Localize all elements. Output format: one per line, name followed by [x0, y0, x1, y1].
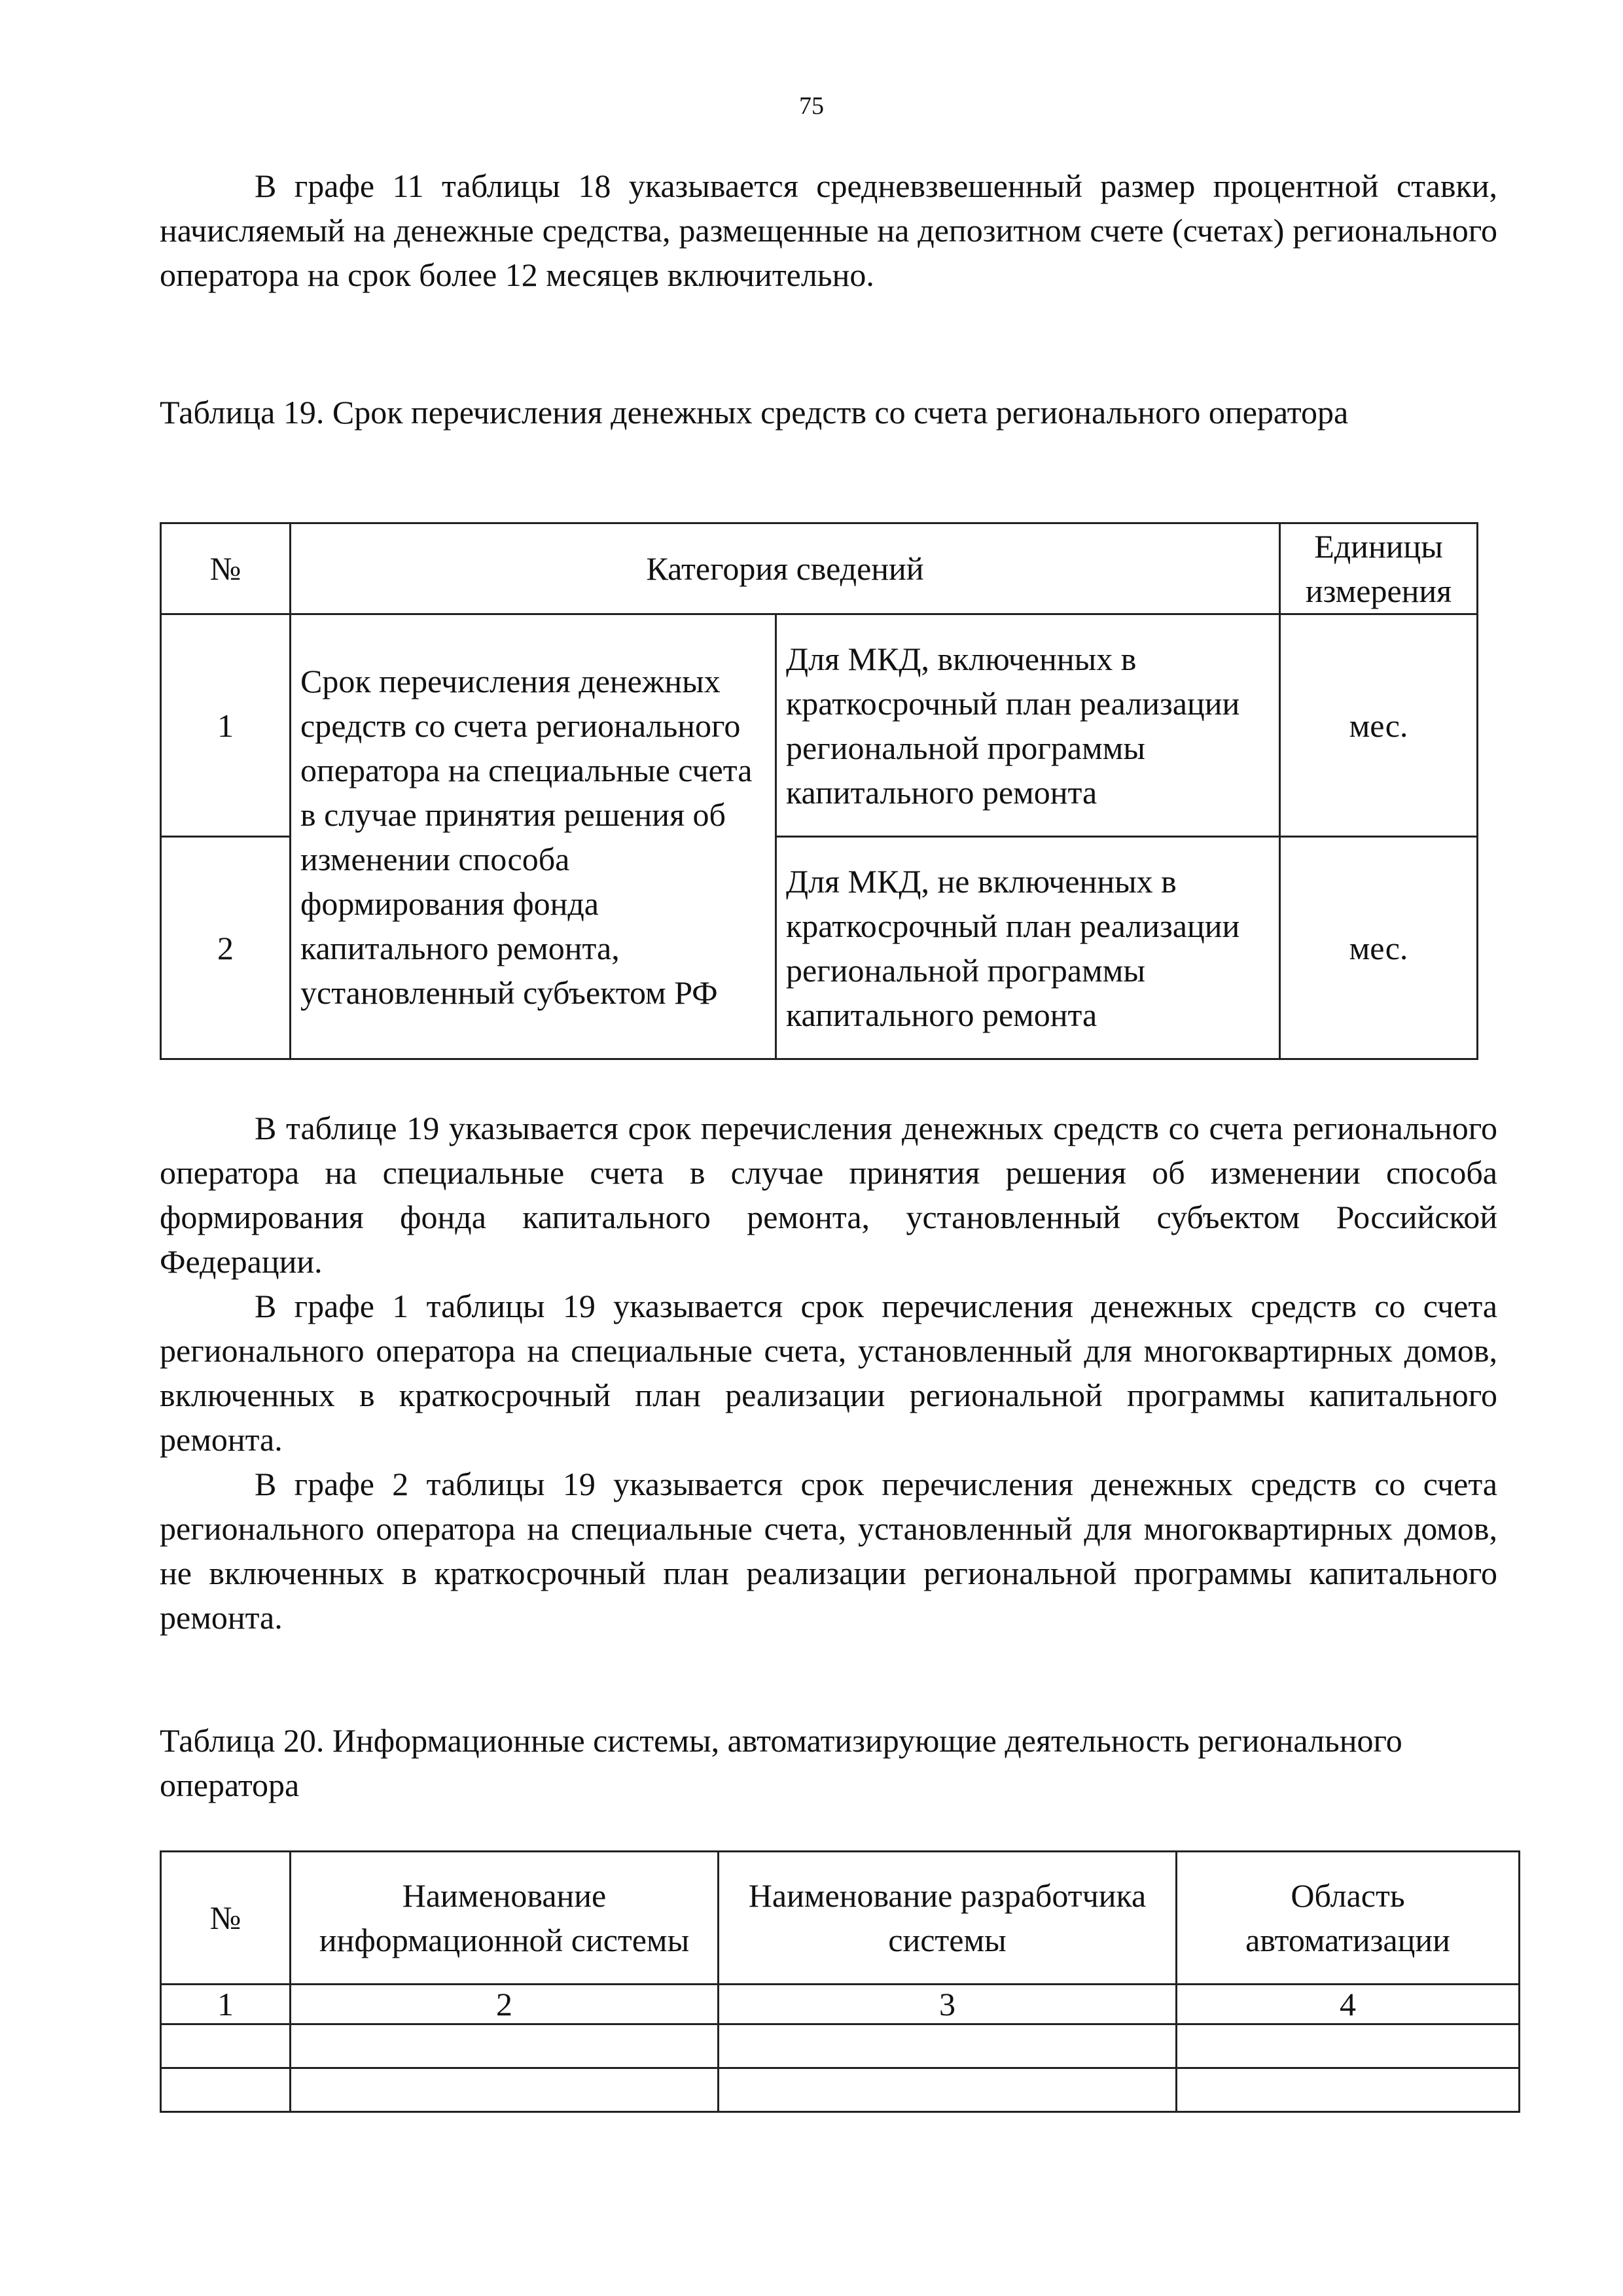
table19-header-row [161, 523, 1478, 614]
table19-category-cell: Срок перечисления денежных средств со счета регионального оператора на специальные счета в случае принятия решения об изменении способа формирования фонда капитального ремонта, установленный субъектом РФ [291, 614, 776, 1059]
table20-header-num: № [161, 1852, 291, 1985]
table19-header-num: № [161, 523, 291, 614]
table19-header-units: Единицы измерения [1280, 523, 1478, 614]
table20-empty-cell [719, 2068, 1177, 2112]
table19-header-category: Категория сведений [291, 523, 1280, 614]
table-row [161, 2068, 1520, 2112]
table20-header-area: Область автоматизации [1177, 1852, 1520, 1985]
table-20 [160, 1850, 1520, 2113]
table20-empty-cell [719, 2024, 1177, 2068]
paragraph-table19-column1: В графе 1 таблицы 19 указывается срок перечисления денежных средств со счета регионального оператора на специальные счета, установленный для многоквартирных домов, включенных в краткосрочный план реализации региональной программы капитального ремонта. [160, 1288, 1497, 1458]
table20-empty-cell [291, 2068, 719, 2112]
table19-row1-num: 1 [161, 614, 291, 837]
table19-row1-unit: мес. [1280, 614, 1478, 837]
paragraph-table18-column11: В графе 11 таблицы 18 указывается средневзвешенный размер процентной ставки, начисляемый на денежные средства, размещенные на депозитном счете (счетах) регионального оператора на срок более 12 месяцев включительно. [160, 168, 1497, 293]
table20-empty-cell [161, 2068, 291, 2112]
page-number: 75 [799, 92, 824, 120]
table20-caption: Таблица 20. Информационные системы, автоматизирующие деятельность регионального оператора [160, 1722, 1402, 1803]
table19-row2-num: 2 [161, 837, 291, 1059]
table20-header-system-name: Наименование информационной системы [291, 1852, 719, 1985]
table20-colnum-2: 2 [291, 1985, 719, 2024]
table19-caption: Таблица 19. Срок перечисления денежных средств со счета регионального оператора [160, 394, 1349, 431]
table20-header-developer: Наименование разработчика системы [719, 1852, 1177, 1985]
table20-colnum-1: 1 [161, 1985, 291, 2024]
table20-colnum-3: 3 [719, 1985, 1177, 2024]
table20-colnum-4: 4 [1177, 1985, 1520, 2024]
table20-empty-cell [1177, 2024, 1520, 2068]
table20-header-row [161, 1852, 1520, 1985]
table20-empty-cell [291, 2024, 719, 2068]
table-row [161, 614, 1478, 837]
table20-empty-cell [1177, 2068, 1520, 2112]
table19-row1-detail: Для МКД, включенных в краткосрочный план реализации региональной программы капитального ремонта [776, 614, 1280, 837]
table-19 [160, 522, 1478, 1060]
table20-empty-cell [161, 2024, 291, 2068]
paragraph-table19-intro: В таблице 19 указывается срок перечисления денежных средств со счета регионального оператора на специальные счета в случае принятия решения об изменении способа формирования фонда капитального ремонта, установленный субъектом Российской Федерации. [160, 1110, 1497, 1280]
paragraph-table19-column2: В графе 2 таблицы 19 указывается срок перечисления денежных средств со счета регионального оператора на специальные счета, установленный для многоквартирных домов, не включенных в краткосрочный план реализации региональной программы капитального ремонта. [160, 1466, 1497, 1636]
table-row [161, 2024, 1520, 2068]
table19-row2-detail: Для МКД, не включенных в краткосрочный план реализации региональной программы капитального ремонта [776, 837, 1280, 1059]
table19-row2-unit: мес. [1280, 837, 1478, 1059]
table20-column-numbers-row [161, 1985, 1520, 2024]
